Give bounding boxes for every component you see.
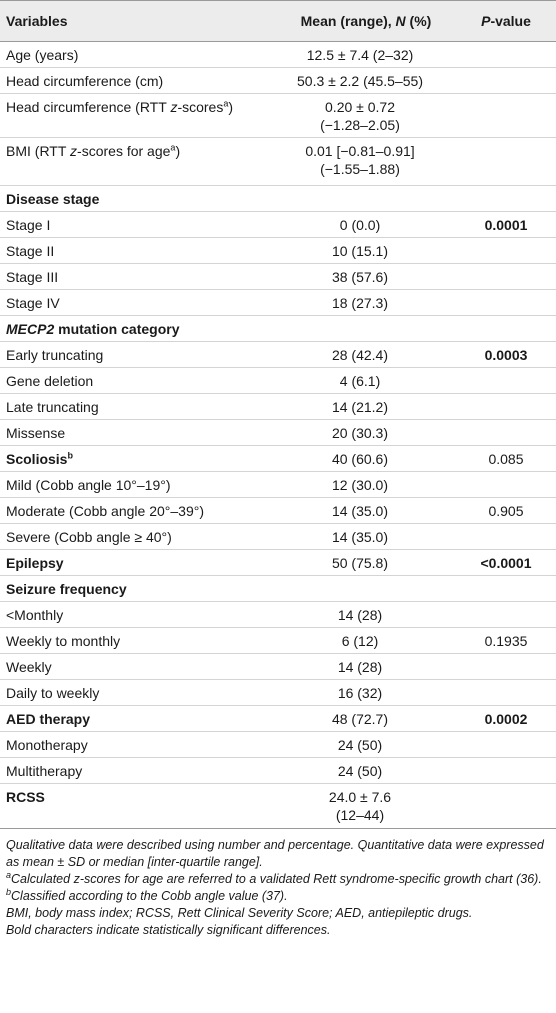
table-row: Stage I 0 (0.0) 0.0001 xyxy=(0,212,556,238)
section-row: Scoliosis$^b$ 40 (60.6) 0.085 xyxy=(0,446,556,472)
section-row: Disease stage xyxy=(0,186,556,212)
table-row: Moderate (Cobb angle 20°–39°) 14 (35.0) 0.905 xyxy=(0,498,556,524)
section-row: Seizure frequency xyxy=(0,576,556,602)
table-row: Early truncating 28 (42.4) 0.0003 xyxy=(0,342,556,368)
note-a: $^a$Calculated z-scores for age are referred to a validated Rett syndrome-specific growth chart (36). xyxy=(6,869,542,886)
table-row: Stage IV 18 (27.3) xyxy=(0,290,556,316)
row-label: MECP2 mutation category xyxy=(6,321,180,337)
header-variables: Variables xyxy=(6,13,68,29)
table-row: Weekly to monthly 6 (12) 0.1935 xyxy=(0,628,556,654)
row-label: BMI (RTT z-scores for age$^a$) xyxy=(6,142,181,159)
table-row: BMI (RTT z-scores for age$^a$) 0.01 [−0.81–0.91] (−1.55–1.88) xyxy=(0,138,556,186)
table-row: Head circumference (cm) 50.3 ± 2.2 (45.5–55) xyxy=(0,68,556,94)
note-abbreviations: BMI, body mass index; RCSS, Rett Clinical Severity Score; AED, antiepileptic drugs. xyxy=(6,906,473,920)
table-row: Daily to weekly 16 (32) xyxy=(0,680,556,706)
table-row: Late truncating 14 (21.2) xyxy=(0,394,556,420)
table-row: Stage III 38 (57.6) xyxy=(0,264,556,290)
note-data-description: Qualitative data were described using number and percentage. Quantitative data were expressed as mean ± SD or median [inter-quartile range]. xyxy=(6,838,544,869)
section-row: RCSS 24.0 ± 7.6 (12–44) xyxy=(6,789,392,823)
table-row: Monotherapy 24 (50) xyxy=(0,732,556,758)
table-row: Missense 20 (30.3) xyxy=(0,420,556,446)
table-row: Severe (Cobb angle ≥ 40°) 14 (35.0) xyxy=(0,524,556,550)
table-row: Weekly 14 (28) xyxy=(0,654,556,680)
table-header xyxy=(0,0,556,42)
section-row: Epilepsy 50 (75.8) <0.0001 xyxy=(0,550,556,576)
section-row xyxy=(0,316,556,342)
note-bold: Bold characters indicate statistically significant differences. xyxy=(6,923,331,937)
row-label: Head circumference (RTT z-scores$^a$) xyxy=(6,98,234,115)
header-mean: Mean (range), N (%) xyxy=(300,13,432,29)
table-row: Mild (Cobb angle 10°–19°) 12 (30.0) xyxy=(0,472,556,498)
section-row: AED therapy 48 (72.7) 0.0002 xyxy=(0,706,556,732)
table-row: Age (years) 12.5 ± 7.4 (2–32) xyxy=(0,42,556,68)
table-row: Stage II 10 (15.1) xyxy=(0,238,556,264)
table-row: Multitherapy 24 (50) xyxy=(0,758,556,784)
table-notes xyxy=(0,828,556,939)
table-row: <Monthly 14 (28) xyxy=(0,602,556,628)
header-pvalue: P-value xyxy=(481,13,531,29)
table-row: Head circumference (RTT z-scores$^a$) 0.20 ± 0.72 (−1.28–2.05) xyxy=(0,94,556,138)
table-row: Gene deletion 4 (6.1) xyxy=(0,368,556,394)
note-b: $^b$Classified according to the Cobb angle value (37). xyxy=(6,886,288,903)
row-label: Scoliosis$^b$ xyxy=(6,450,73,467)
